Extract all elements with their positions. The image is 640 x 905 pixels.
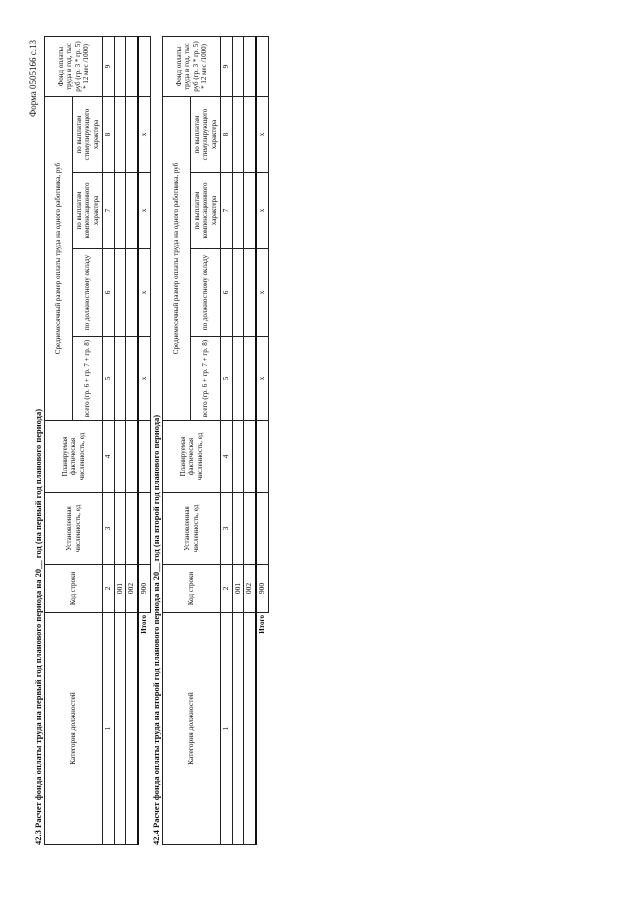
header-category: Категория должностей [163, 613, 221, 845]
header-established: Установленная численность, ед [163, 493, 221, 565]
cell-c7 [126, 173, 138, 249]
cell-c5 [126, 337, 138, 421]
total-code: 900 [138, 565, 150, 613]
header-total: всего (гр. 6 + гр. 7 + гр. 8) [191, 337, 221, 421]
total-row [256, 37, 268, 845]
column-number: 7 [103, 173, 115, 249]
column-number: 8 [103, 97, 115, 173]
cell-c9 [244, 37, 256, 97]
header-code: Код строки [45, 565, 103, 613]
cell-c3 [244, 493, 256, 565]
cell-c4 [232, 421, 244, 493]
cell-c3 [232, 493, 244, 565]
cell-category [244, 613, 256, 845]
total-c9 [256, 37, 268, 97]
header-fund: Фонд оплаты труда в год, тыс руб (гр. 3 * гр. 5) * 12 мес /1000) [163, 37, 221, 97]
table-row [126, 37, 138, 845]
total-c4 [256, 421, 268, 493]
header-incentive: по выплатам стимулирующего характера [191, 97, 221, 173]
cell-c4 [126, 421, 138, 493]
column-number: 8 [221, 97, 233, 173]
total-c8: x [138, 97, 150, 173]
cell-c9 [126, 37, 138, 97]
total-c3 [138, 493, 150, 565]
cell-code: 002 [244, 565, 256, 613]
cell-c6 [114, 249, 126, 337]
total-c5: x [256, 337, 268, 421]
column-number: 5 [103, 337, 115, 421]
header-salary: по должностному окладу [73, 249, 103, 337]
cell-c7 [114, 173, 126, 249]
header-compensatory: по выплатам компенсационного характера [73, 173, 103, 249]
table-42-3 [44, 36, 151, 845]
cell-c4 [114, 421, 126, 493]
total-c4 [138, 421, 150, 493]
total-c6: x [256, 249, 268, 337]
total-c7: x [138, 173, 150, 249]
cell-c8 [244, 97, 256, 173]
cell-c6 [126, 249, 138, 337]
column-number: 5 [221, 337, 233, 421]
column-number: 1 [221, 613, 233, 845]
total-c9 [138, 37, 150, 97]
total-label: Итого [138, 613, 150, 845]
cell-c8 [232, 97, 244, 173]
table-row [244, 37, 256, 845]
total-c8: x [256, 97, 268, 173]
cell-c6 [232, 249, 244, 337]
cell-category [232, 613, 244, 845]
header-fund: Фонд оплаты труда в год, тыс руб (гр. 3 * гр. 5) * 12 мес /1000) [45, 37, 103, 97]
cell-c8 [126, 97, 138, 173]
column-number: 9 [221, 37, 233, 97]
column-number: 3 [103, 493, 115, 565]
header-code: Код строки [163, 565, 221, 613]
cell-c5 [244, 337, 256, 421]
column-number: 6 [103, 249, 115, 337]
column-number: 3 [221, 493, 233, 565]
table-row [232, 37, 244, 845]
section-title-42-4: 42.4 Расчет фонда оплаты труда на второй год планового периода на 20__ год (на второй год планового периода) [151, 414, 161, 845]
header-avg-group: Среднемесячный размер оплаты труда на одного работника, руб [45, 97, 73, 421]
table-row [114, 37, 126, 845]
header-avg-group: Среднемесячный размер оплаты труда на одного работника, руб [163, 97, 191, 421]
header-total: всего (гр. 6 + гр. 7 + гр. 8) [73, 337, 103, 421]
section-title-42-3: 42.3 Расчет фонда оплаты труда на первый год планового периода на 20__ год (на первый год планового периода) [33, 408, 43, 845]
cell-c8 [114, 97, 126, 173]
cell-category [114, 613, 126, 845]
cell-c3 [126, 493, 138, 565]
column-number: 9 [103, 37, 115, 97]
total-row [138, 37, 150, 845]
cell-c9 [232, 37, 244, 97]
column-number: 4 [103, 421, 115, 493]
cell-c3 [114, 493, 126, 565]
header-compensatory: по выплатам компенсационного характера [191, 173, 221, 249]
cell-code: 001 [232, 565, 244, 613]
header-category: Категория должностей [45, 613, 103, 845]
cell-c6 [244, 249, 256, 337]
header-salary: по должностному окладу [191, 249, 221, 337]
column-number: 2 [103, 565, 115, 613]
total-label: Итого [256, 613, 268, 845]
total-c7: x [256, 173, 268, 249]
column-number: 1 [103, 613, 115, 845]
column-number: 6 [221, 249, 233, 337]
cell-c9 [114, 37, 126, 97]
cell-c7 [244, 173, 256, 249]
cell-c7 [232, 173, 244, 249]
cell-c5 [232, 337, 244, 421]
total-c3 [256, 493, 268, 565]
total-c6: x [138, 249, 150, 337]
total-code: 900 [256, 565, 268, 613]
cell-code: 001 [114, 565, 126, 613]
cell-c5 [114, 337, 126, 421]
header-incentive: по выплатам стимулирующего характера [73, 97, 103, 173]
header-planned: Планируемая фактическая численность, ед [163, 421, 221, 493]
column-number: 4 [221, 421, 233, 493]
cell-category [126, 613, 138, 845]
cell-c4 [244, 421, 256, 493]
column-number: 2 [221, 565, 233, 613]
cell-code: 002 [126, 565, 138, 613]
header-planned: Планируемая фактическая численность, ед [45, 421, 103, 493]
table-42-4 [162, 36, 269, 845]
header-established: Установленная численность, ед [45, 493, 103, 565]
total-c5: x [138, 337, 150, 421]
form-label: Форма 0505166 с.13 [28, 40, 38, 117]
column-number: 7 [221, 173, 233, 249]
